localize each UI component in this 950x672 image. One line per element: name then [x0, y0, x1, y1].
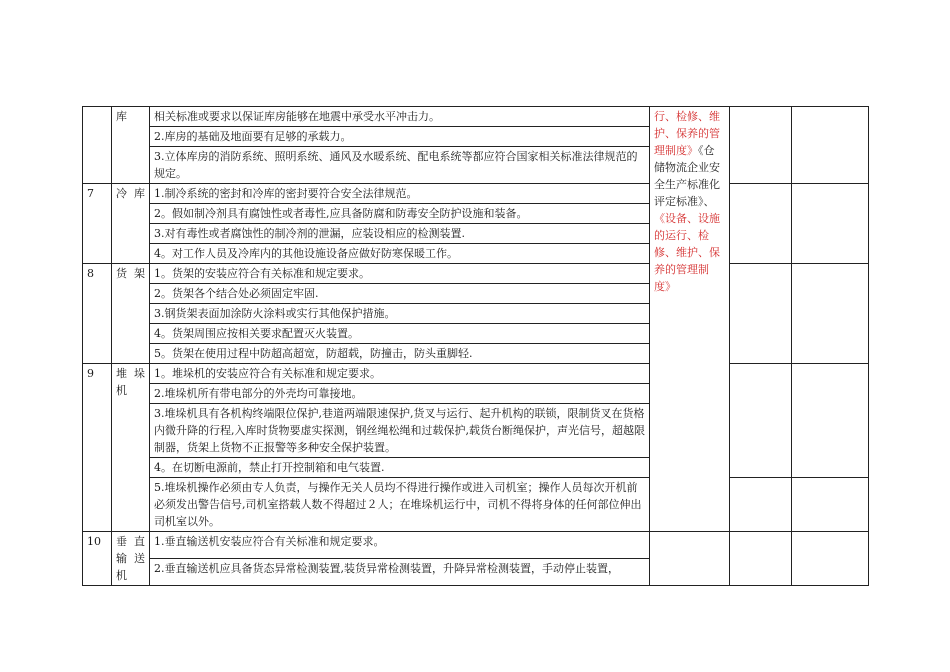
requirement: 1。货架的安装应符合有关标准和规定要求。 — [150, 264, 650, 284]
blank-cell — [792, 184, 869, 264]
item-name-line: 堆垛 — [116, 367, 145, 380]
item-name-line: 输送 — [116, 552, 145, 565]
requirement: 1.垂直输送机安装应符合有关标准和规定要求。 — [150, 532, 650, 559]
blank-cell — [730, 532, 792, 586]
basis-part-1: 行、检修、维护、保养的管理制度》 — [654, 110, 720, 157]
requirement: 5.堆垛机操作必须由专人负责，与操作无关人员均不得进行操作或进入司机室；操作人员每次开机前必须发出警告信号,司机室搭载人数不得超过２人；在堆垛机运行中，司机不得将身体的任何部位伸出司机室以外。 — [150, 478, 650, 532]
requirement: 4。对工作人员及冷库内的其他设施设备应做好防寒保暖工作。 — [150, 244, 650, 264]
table-row — [83, 532, 869, 559]
blank-cell — [792, 532, 869, 586]
table-row — [83, 364, 869, 384]
requirement: 2.堆垛机所有带电部分的外壳均可靠接地。 — [150, 384, 650, 404]
item-name: 货架 — [112, 264, 150, 364]
row-number — [83, 107, 112, 184]
blank-cell — [792, 478, 869, 532]
table-row — [83, 478, 869, 532]
blank-cell — [730, 264, 792, 364]
blank-cell — [792, 264, 869, 364]
requirement: 2.库房的基础及地面要有足够的承载力。 — [150, 127, 650, 147]
requirement: 3.对有毒性或者腐蚀性的制冷剂的泄漏，应装设相应的检测装置. — [150, 224, 650, 244]
item-name-line: 垂直 — [116, 535, 145, 548]
requirement: 1。堆垛机的安装应符合有关标准和规定要求。 — [150, 364, 650, 384]
requirement: 5。货架在使用过程中防超高超宽，防超载，防撞击，防头重脚轻. — [150, 344, 650, 364]
table-row — [83, 264, 869, 284]
requirement: 4。在切断电源前，禁止打开控制箱和电气装置. — [150, 458, 650, 478]
item-name: 库 — [112, 107, 150, 184]
basis-cell — [650, 107, 730, 532]
item-name-line: 机 — [116, 569, 127, 582]
requirement: 相关标准或要求以保证库房能够在地震中承受水平冲击力。 — [150, 107, 650, 127]
basis-part-2: 《仓储物流企业安全生产标准化评定标准》、 — [654, 144, 720, 208]
requirement: 2.垂直输送机应具备货态异常检测装置,装货异常检测装置，升降异常检测装置，手动停止装置， — [150, 559, 650, 586]
requirement: 1.制冷系统的密封和冷库的密封要符合安全法律规范。 — [150, 184, 650, 204]
table-row — [83, 107, 869, 127]
requirement: 4。货架周围应按相关要求配置灭火装置。 — [150, 324, 650, 344]
row-number: 8 — [83, 264, 112, 364]
blank-cell — [730, 478, 792, 532]
blank-cell — [650, 532, 730, 586]
checklist-table — [82, 106, 869, 586]
requirement: 2。假如制冷剂具有腐蚀性或者毒性,应具备防腐和防毒安全防护设施和装备。 — [150, 204, 650, 224]
blank-cell — [792, 364, 869, 478]
basis-part-3: 《设备、设施的运行、检修、维护、保养的管理制度》 — [654, 212, 720, 293]
item-name — [112, 532, 150, 586]
item-name-line: 机 — [116, 384, 127, 397]
item-name — [112, 364, 150, 532]
requirement: 3.立体库房的消防系统、照明系统、通风及水暖系统、配电系统等都应符合国家相关标准法律规范的规定。 — [150, 147, 650, 184]
requirement: 3.堆垛机具有各机构终端限位保护,巷道两端限速保护,货叉与运行、起升机构的联锁，限制货叉在货格内微升降的行程,入库时货物要虚实探测，钢丝绳松绳和过载保护,载货台断绳保护，声光信号，超越限制器，货架上货物不正报警等多种安全保护装置。 — [150, 404, 650, 458]
table-row — [83, 184, 869, 204]
blank-cell — [730, 107, 792, 184]
row-number: 7 — [83, 184, 112, 264]
blank-cell — [730, 364, 792, 478]
blank-cell — [730, 184, 792, 264]
requirement: 3.钢货架表面加涂防火涂料或实行其他保护措施。 — [150, 304, 650, 324]
row-number: 9 — [83, 364, 112, 532]
requirement: 2。货架各个结合处必须固定牢固. — [150, 284, 650, 304]
item-name: 冷库 — [112, 184, 150, 264]
row-number: 10 — [83, 532, 112, 586]
blank-cell — [792, 107, 869, 184]
